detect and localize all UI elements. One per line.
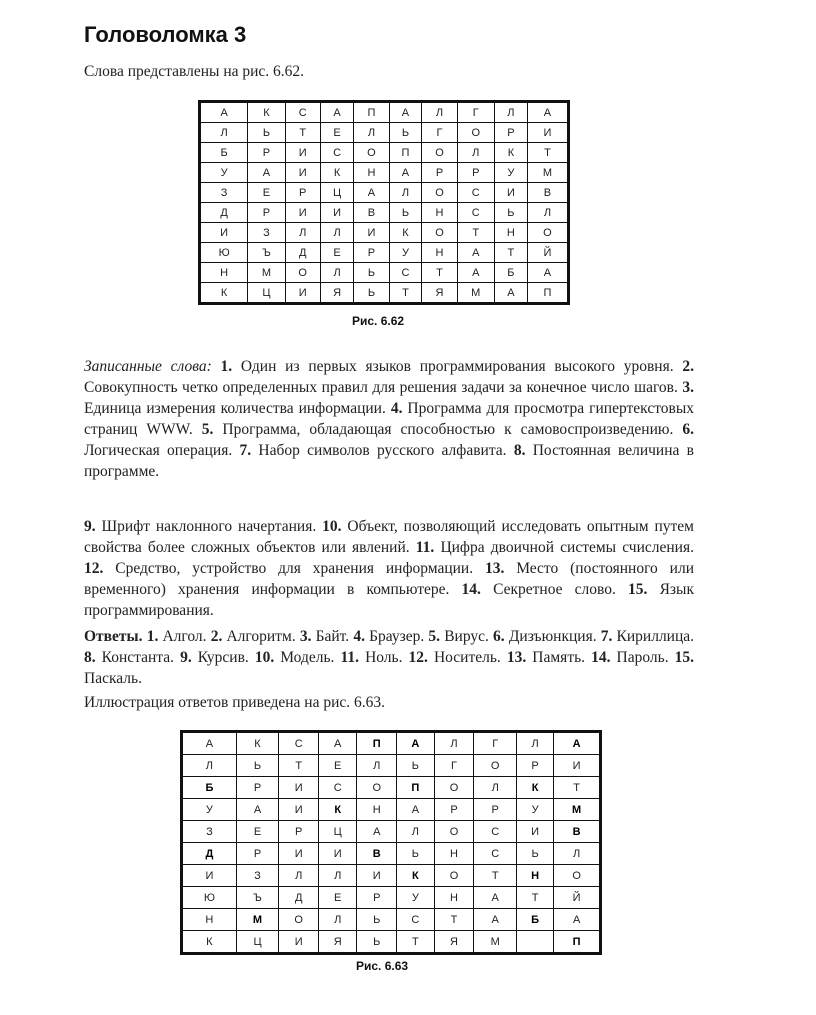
grid-cell: П xyxy=(554,931,601,954)
grid-cell: Т xyxy=(422,263,457,283)
clue-number: 5. xyxy=(428,628,441,645)
grid-cell: Б xyxy=(494,263,527,283)
clue-text: Байт. xyxy=(311,628,354,645)
grid-cell: А xyxy=(457,263,494,283)
grid-cell: К xyxy=(319,799,357,821)
clue-number: 10. xyxy=(254,649,275,666)
grid-cell: А xyxy=(457,243,494,263)
grid-cell: О xyxy=(285,263,320,283)
grid-cell: А xyxy=(389,163,422,183)
grid-cell: Р xyxy=(236,843,278,865)
grid-cell: К xyxy=(494,143,527,163)
page-title: Головоломка 3 xyxy=(84,22,247,47)
clue-text: Алгол. xyxy=(158,628,211,645)
clue-text: Шрифт наклонного начертания. xyxy=(95,518,323,535)
grid-cell: Ь xyxy=(357,909,397,931)
grid-cell: И xyxy=(285,283,320,304)
clue-text: Программа для просмотра гипертекстовых страниц WWW. xyxy=(84,400,695,438)
grid-cell: В xyxy=(554,821,601,843)
clue-text: Носитель. xyxy=(427,649,507,666)
clue-text: Место (постоянного или временного) хранения информации в компьютере. xyxy=(84,560,694,598)
grid-cell: Л xyxy=(320,223,354,243)
clue-number: 4. xyxy=(353,628,365,645)
grid-cell: Т xyxy=(474,865,516,887)
grid-cell: К xyxy=(182,931,237,954)
grid-cell: Д xyxy=(182,843,237,865)
grid-cell: И xyxy=(285,143,320,163)
grid-cell: Б xyxy=(200,143,248,163)
grid-cell: Ц xyxy=(320,183,354,203)
grid-cell: У xyxy=(200,163,248,183)
grid-row xyxy=(200,102,569,123)
clue-number: 15. xyxy=(674,649,694,666)
clue-text: Вирус. xyxy=(440,628,494,645)
grid-cell: Р xyxy=(279,821,319,843)
grid-cell: Т xyxy=(516,887,553,909)
clue-text: Программа, обладающая способностью к самовоспроизведению. xyxy=(213,421,683,438)
grid-cell: В xyxy=(354,203,389,223)
grid-cell: С xyxy=(319,777,357,799)
clue-text: Набор символов русского алфавита. xyxy=(251,442,514,459)
grid-row xyxy=(200,223,569,243)
grid-cell: И xyxy=(279,777,319,799)
grid-cell: Е xyxy=(320,123,354,143)
clue-number: 9. xyxy=(180,649,192,666)
grid-cell: Л xyxy=(389,183,422,203)
grid-cell: С xyxy=(397,909,434,931)
grid-cell: М xyxy=(236,909,278,931)
grid-cell: И xyxy=(319,843,357,865)
grid-cell: Г xyxy=(434,755,474,777)
grid-cell: Т xyxy=(434,909,474,931)
grid-cell: П xyxy=(389,143,422,163)
grid-cell: Т xyxy=(389,283,422,304)
grid-cell: Л xyxy=(319,909,357,931)
grid-cell: Б xyxy=(182,777,237,799)
grid-cell: Е xyxy=(248,183,285,203)
grid-row xyxy=(200,283,569,304)
grid-cell: Ь xyxy=(248,123,285,143)
grid-cell: Г xyxy=(474,732,516,755)
grid-cell: Ь xyxy=(397,843,434,865)
grid-cell: У xyxy=(494,163,527,183)
answers-paragraph xyxy=(84,626,694,689)
clue-text: Постоянная величина в программе. xyxy=(84,442,694,480)
clue-text: Объект, позволяющий исследовать опытным путем свойства более сложных объектов или явлений. xyxy=(84,518,694,556)
clue-text: Цифра двоичной системы счисления. xyxy=(434,539,694,556)
grid-cell: Р xyxy=(434,799,474,821)
grid-cell: Т xyxy=(494,243,527,263)
grid-cell: Е xyxy=(320,243,354,263)
grid-cell: Ь xyxy=(389,203,422,223)
grid-cell: Ю xyxy=(200,243,248,263)
clue-number: 15. xyxy=(628,581,648,598)
grid-cell: Л xyxy=(200,123,248,143)
grid-cell: Т xyxy=(527,143,568,163)
grid-row xyxy=(182,821,601,843)
grid-cell: И xyxy=(279,799,319,821)
grid-cell: Р xyxy=(354,243,389,263)
grid-cell: Г xyxy=(422,123,457,143)
clue-text: Единица измерения количества информации. xyxy=(84,400,391,417)
grid-cell: А xyxy=(320,102,354,123)
grid-cell: И xyxy=(494,183,527,203)
clue-number: 2. xyxy=(210,628,223,645)
grid-cell: Я xyxy=(434,931,474,954)
clue-number: 10. xyxy=(322,518,342,535)
grid-cell: Е xyxy=(319,755,357,777)
grid-cell: Е xyxy=(319,887,357,909)
grid-cell: Л xyxy=(397,821,434,843)
grid-cell: О xyxy=(422,183,457,203)
clue-text: Паскаль. xyxy=(84,670,142,687)
clues-paragraph-1 xyxy=(84,356,694,482)
grid-row xyxy=(182,909,601,931)
grid-cell: И xyxy=(200,223,248,243)
grid-cell: Й xyxy=(554,887,601,909)
grid-cell: Т xyxy=(397,931,434,954)
grid-cell: Ц xyxy=(319,821,357,843)
clue-text: Дизъюнкция. xyxy=(504,628,601,645)
clue-text: Память. xyxy=(526,649,592,666)
grid-cell: О xyxy=(474,755,516,777)
grid-cell: М xyxy=(457,283,494,304)
clue-number: 6. xyxy=(682,421,694,438)
grid-cell: А xyxy=(389,102,422,123)
clue-number: 6. xyxy=(493,628,505,645)
clue-number: 1. xyxy=(146,628,159,645)
grid-cell: Ц xyxy=(236,931,278,954)
grid-cell: С xyxy=(389,263,422,283)
grid-cell: Л xyxy=(320,263,354,283)
grid-cell: Н xyxy=(357,799,397,821)
grid-cell: Р xyxy=(516,755,553,777)
clue-number: 7. xyxy=(600,628,613,645)
grid-row xyxy=(182,931,601,954)
clue-number: 14. xyxy=(461,581,481,598)
grid-cell: Л xyxy=(182,755,237,777)
word-grid-figure-6-62 xyxy=(198,100,570,305)
clue-number: 14. xyxy=(591,649,611,666)
grid-cell: П xyxy=(357,732,397,755)
grid-cell: Р xyxy=(422,163,457,183)
grid-cell: К xyxy=(516,777,553,799)
clue-number: 3. xyxy=(682,379,694,396)
clue-number: 13. xyxy=(484,560,505,577)
clue-number: 12. xyxy=(84,560,104,577)
grid-cell: И xyxy=(285,203,320,223)
grid-cell xyxy=(516,931,553,954)
grid-cell: А xyxy=(182,732,237,755)
grid-cell: Л xyxy=(516,732,553,755)
grid-cell: Г xyxy=(457,102,494,123)
grid-cell: И xyxy=(279,931,319,954)
grid-cell: А xyxy=(474,887,516,909)
grid-cell: Р xyxy=(248,143,285,163)
grid-row xyxy=(200,183,569,203)
grid-cell: К xyxy=(320,163,354,183)
grid-cell: З xyxy=(182,821,237,843)
clue-heading: Записанные слова: xyxy=(84,358,212,375)
grid-cell: Л xyxy=(434,732,474,755)
grid-cell: С xyxy=(474,843,516,865)
grid-cell: Е xyxy=(236,821,278,843)
grid-row xyxy=(182,865,601,887)
grid-row xyxy=(182,755,601,777)
grid-cell: Л xyxy=(457,143,494,163)
grid-cell: М xyxy=(248,263,285,283)
intro-text: Слова представлены на рис. 6.62. xyxy=(84,63,305,80)
grid-cell: А xyxy=(319,732,357,755)
clue-text: Браузер. xyxy=(364,628,429,645)
grid-cell: Т xyxy=(457,223,494,243)
grid-cell: М xyxy=(527,163,568,183)
grid-cell: А xyxy=(397,732,434,755)
grid-cell: Н xyxy=(494,223,527,243)
clue-text: Совокупность четко определенных правил для решения задачи за конечное число шагов. xyxy=(84,379,683,396)
grid-cell: Н xyxy=(200,263,248,283)
clue-number: Ответы. xyxy=(84,628,143,645)
grid-cell: А xyxy=(248,163,285,183)
clue-number: 13. xyxy=(506,649,527,666)
grid-row xyxy=(200,263,569,283)
grid-cell: А xyxy=(357,821,397,843)
clue-text: Ноль. xyxy=(359,649,409,666)
grid-cell: А xyxy=(527,263,568,283)
grid-cell: Н xyxy=(422,203,457,223)
figure-caption-6-63: Рис. 6.63 xyxy=(356,959,409,973)
grid-cell: М xyxy=(474,931,516,954)
clue-text: Один из первых языков программирования высокого уровня. xyxy=(232,358,683,375)
clue-text xyxy=(212,358,221,375)
grid-cell: О xyxy=(554,865,601,887)
grid-cell: Р xyxy=(248,203,285,223)
grid-cell: Л xyxy=(285,223,320,243)
grid-cell: О xyxy=(422,143,457,163)
grid-cell: Ь xyxy=(236,755,278,777)
grid-cell: О xyxy=(434,821,474,843)
grid-cell: К xyxy=(397,865,434,887)
grid-cell: Ь xyxy=(354,263,389,283)
grid-cell: И xyxy=(182,865,237,887)
grid-cell: К xyxy=(248,102,285,123)
grid-cell: Н xyxy=(434,843,474,865)
clue-text: Алгоритм. xyxy=(222,628,300,645)
grid-cell: Д xyxy=(285,243,320,263)
grid-cell: Я xyxy=(319,931,357,954)
grid-cell: И xyxy=(527,123,568,143)
clue-number: 8. xyxy=(84,649,96,666)
grid-cell: С xyxy=(320,143,354,163)
grid-cell: Н xyxy=(422,243,457,263)
clue-text: Кириллица. xyxy=(612,628,695,645)
grid-cell: Л xyxy=(354,123,389,143)
grid-cell: О xyxy=(434,777,474,799)
clues-paragraph-2 xyxy=(84,516,694,621)
clue-text: Язык программирования. xyxy=(84,581,694,619)
grid-cell: О xyxy=(457,123,494,143)
clue-number: 12. xyxy=(408,649,428,666)
grid-cell: С xyxy=(457,203,494,223)
grid-cell: А xyxy=(397,799,434,821)
grid-cell: Н xyxy=(182,909,237,931)
figure-caption-6-62: Рис. 6.62 xyxy=(352,314,405,328)
grid-cell: Ь xyxy=(357,931,397,954)
grid-cell: К xyxy=(389,223,422,243)
grid-cell: Д xyxy=(279,887,319,909)
grid-cell: Ь xyxy=(389,123,422,143)
grid-cell: Т xyxy=(285,123,320,143)
clue-number: 7. xyxy=(239,442,252,459)
grid-cell: Р xyxy=(494,123,527,143)
grid-cell: Ю xyxy=(182,887,237,909)
grid-cell: Ц xyxy=(248,283,285,304)
grid-row xyxy=(200,203,569,223)
clue-number: 11. xyxy=(415,539,435,556)
clue-text: Средство, устройство для хранения информации. xyxy=(103,560,485,577)
grid-cell: И xyxy=(516,821,553,843)
grid-cell: С xyxy=(279,732,319,755)
grid-cell: Л xyxy=(319,865,357,887)
grid-row xyxy=(182,799,601,821)
clue-text: Логическая операция. xyxy=(84,442,240,459)
grid-cell: Ь xyxy=(397,755,434,777)
clue-text: Модель. xyxy=(274,649,341,666)
word-grid-figure-6-63 xyxy=(180,730,602,955)
grid-cell: А xyxy=(354,183,389,203)
grid-cell: А xyxy=(554,732,601,755)
grid-cell: В xyxy=(527,183,568,203)
grid-cell: У xyxy=(516,799,553,821)
grid-cell: Л xyxy=(474,777,516,799)
grid-cell: О xyxy=(279,909,319,931)
grid-row xyxy=(182,843,601,865)
grid-cell: К xyxy=(200,283,248,304)
grid-cell: Ъ xyxy=(236,887,278,909)
clue-text: Пароль. xyxy=(610,649,675,666)
grid-cell: А xyxy=(527,102,568,123)
grid-cell: О xyxy=(422,223,457,243)
clue-number: 3. xyxy=(299,628,312,645)
grid-row xyxy=(182,732,601,755)
answers-reference: Иллюстрация ответов приведена на рис. 6.63. xyxy=(84,694,386,711)
grid-cell: Я xyxy=(422,283,457,304)
grid-cell: Н xyxy=(354,163,389,183)
grid-cell: И xyxy=(554,755,601,777)
grid-cell: Т xyxy=(279,755,319,777)
grid-row xyxy=(200,163,569,183)
grid-cell: Ъ xyxy=(248,243,285,263)
grid-cell: П xyxy=(397,777,434,799)
grid-cell: Р xyxy=(457,163,494,183)
clue-number: 9. xyxy=(84,518,96,535)
clue-number: 4. xyxy=(390,400,403,417)
grid-cell: К xyxy=(236,732,278,755)
clue-number: 5. xyxy=(201,421,214,438)
grid-row xyxy=(182,887,601,909)
grid-cell: Л xyxy=(494,102,527,123)
grid-cell: И xyxy=(320,203,354,223)
grid-cell: С xyxy=(474,821,516,843)
grid-cell: О xyxy=(357,777,397,799)
grid-row xyxy=(200,123,569,143)
grid-cell: З xyxy=(236,865,278,887)
grid-cell: У xyxy=(397,887,434,909)
grid-cell: Л xyxy=(554,843,601,865)
grid-cell: А xyxy=(474,909,516,931)
grid-row xyxy=(200,143,569,163)
grid-cell: Р xyxy=(285,183,320,203)
grid-cell: В xyxy=(357,843,397,865)
clue-number: 8. xyxy=(513,442,526,459)
grid-cell: Ь xyxy=(494,203,527,223)
grid-cell: Н xyxy=(434,887,474,909)
grid-cell: Т xyxy=(554,777,601,799)
grid-cell: П xyxy=(354,102,389,123)
grid-cell: П xyxy=(527,283,568,304)
clue-number: 11. xyxy=(340,649,360,666)
grid-cell: Р xyxy=(474,799,516,821)
grid-cell: А xyxy=(200,102,248,123)
grid-cell: С xyxy=(285,102,320,123)
grid-cell: У xyxy=(182,799,237,821)
grid-row xyxy=(200,243,569,263)
grid-cell: Л xyxy=(357,755,397,777)
grid-cell: Л xyxy=(527,203,568,223)
grid-cell: О xyxy=(527,223,568,243)
clue-text: Константа. xyxy=(95,649,181,666)
grid-cell: А xyxy=(554,909,601,931)
clue-text: Курсив. xyxy=(191,649,255,666)
grid-cell: О xyxy=(354,143,389,163)
grid-cell: З xyxy=(200,183,248,203)
clue-number: 1. xyxy=(220,358,233,375)
clue-text: Секретное слово. xyxy=(480,581,629,598)
grid-cell: А xyxy=(236,799,278,821)
grid-row xyxy=(182,777,601,799)
grid-cell: О xyxy=(434,865,474,887)
grid-cell: Р xyxy=(236,777,278,799)
grid-cell: И xyxy=(279,843,319,865)
grid-cell: И xyxy=(357,865,397,887)
grid-cell: У xyxy=(389,243,422,263)
grid-cell: Я xyxy=(320,283,354,304)
grid-cell: И xyxy=(285,163,320,183)
clue-number: 2. xyxy=(682,358,694,375)
grid-cell: Д xyxy=(200,203,248,223)
grid-cell: Н xyxy=(516,865,553,887)
grid-cell: Р xyxy=(357,887,397,909)
grid-cell: М xyxy=(554,799,601,821)
grid-cell: Й xyxy=(527,243,568,263)
grid-cell: Ь xyxy=(516,843,553,865)
grid-cell: З xyxy=(248,223,285,243)
grid-cell: Л xyxy=(279,865,319,887)
grid-cell: С xyxy=(457,183,494,203)
grid-cell: А xyxy=(494,283,527,304)
grid-cell: Ь xyxy=(354,283,389,304)
grid-cell: И xyxy=(354,223,389,243)
grid-cell: Л xyxy=(422,102,457,123)
grid-cell: Б xyxy=(516,909,553,931)
